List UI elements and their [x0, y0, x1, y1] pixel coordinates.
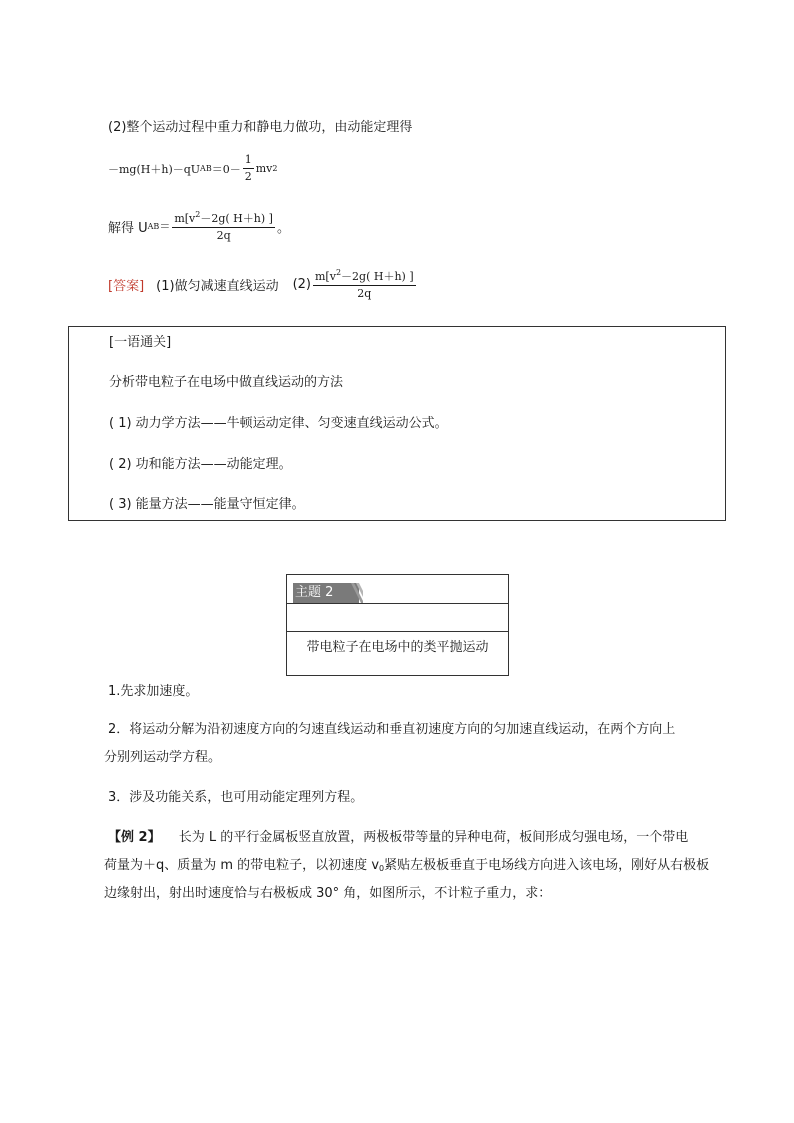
solve-numerator [172, 210, 275, 228]
example-text-2a: 荷量为＋q、质量为 m 的带电粒子，以初速度 v [104, 858, 380, 873]
step-2-line1: 2．将运动分解为沿初速度方向的匀速直线运动和垂直初速度方向的匀加速直线运动，在两个方向上 [108, 722, 676, 737]
summary-item: ( 1) 动力学方法——牛顿运动定律、匀变速直线运动公式。 [109, 416, 448, 431]
answer-num-b: －2g( H＋h) ] [341, 270, 414, 283]
solve-sub: AB [147, 221, 160, 231]
solve-num-sup: 2 [195, 210, 201, 219]
topic-box [286, 574, 509, 676]
solve-eq: ＝ [159, 220, 171, 234]
example-label: 【例 2】 [108, 830, 161, 845]
answer-denominator: 2q [357, 286, 372, 300]
topic-tab: 主题 2 [293, 583, 359, 603]
solve-label: 解得 U [108, 220, 148, 236]
eq1-mid: ＝0－ [211, 162, 241, 176]
example-text-1: 长为 L 的平行金属板竖直放置，两极板带等量的异种电荷，板间形成匀强电场，一个带电 [178, 830, 689, 845]
answer-num-sup: 2 [335, 268, 342, 277]
summary-title: [一语通关] [109, 335, 172, 350]
solve-denominator: 2q [216, 228, 231, 242]
answer-numerator [313, 268, 416, 286]
answer-part1: (1)做匀减速直线运动 [156, 278, 279, 294]
example-v0-sub: 0 [379, 864, 385, 873]
eq1-sub: AB [200, 164, 212, 174]
solve-line [108, 210, 290, 242]
answer-fraction [313, 268, 416, 300]
answer-part2-label: (2) [292, 276, 311, 292]
eq1-sup: 2 [272, 164, 278, 174]
summary-item: ( 3) 能量方法——能量守恒定律。 [109, 497, 305, 512]
summary-heading: 分析带电粒子在电场中做直线运动的方法 [109, 375, 344, 390]
answer-num-a: m[v [315, 270, 336, 283]
step-2-line2: 分别列运动学方程。 [104, 750, 222, 765]
solve-end: 。 [276, 220, 290, 236]
eq1-lhs: －mg(H＋h)－qU [108, 162, 201, 176]
eq1-denominator: 2 [244, 169, 252, 183]
example-text-2b: 紧贴左极板垂直于电场线方向进入该电场，刚好从右极板 [384, 858, 710, 873]
example-line1 [108, 826, 688, 845]
step-3: 3．涉及功能关系，也可用动能定理列方程。 [108, 790, 364, 805]
example-line3: 边缘射出，射出时速度恰与右极板成 30° 角，如图所示，不计粒子重力，求： [104, 886, 552, 901]
topic-divider-top [287, 603, 508, 604]
eq1-tail: mv [255, 162, 273, 176]
example-line2 [104, 854, 709, 873]
solve-num-a: m[v [174, 212, 196, 225]
topic-tab-stripes [339, 583, 363, 603]
answer-line [108, 268, 418, 300]
energy-equation [108, 154, 277, 183]
solve-num-b: －2g( H＋h) ] [200, 212, 273, 225]
summary-box [68, 326, 726, 521]
summary-item: ( 2) 功和能方法——动能定理。 [109, 457, 292, 472]
eq1-numerator: 1 [243, 154, 254, 169]
step-1: 1.先求加速度。 [108, 684, 199, 699]
topic-divider-bottom [287, 631, 508, 632]
solve-fraction [172, 210, 275, 242]
answer-tag: [答案] [108, 278, 145, 294]
eq1-fraction [243, 154, 254, 183]
part2-intro: (2)整个运动过程中重力和静电力做功，由动能定理得 [108, 120, 413, 135]
topic-title: 带电粒子在电场中的类平抛运动 [306, 640, 489, 655]
